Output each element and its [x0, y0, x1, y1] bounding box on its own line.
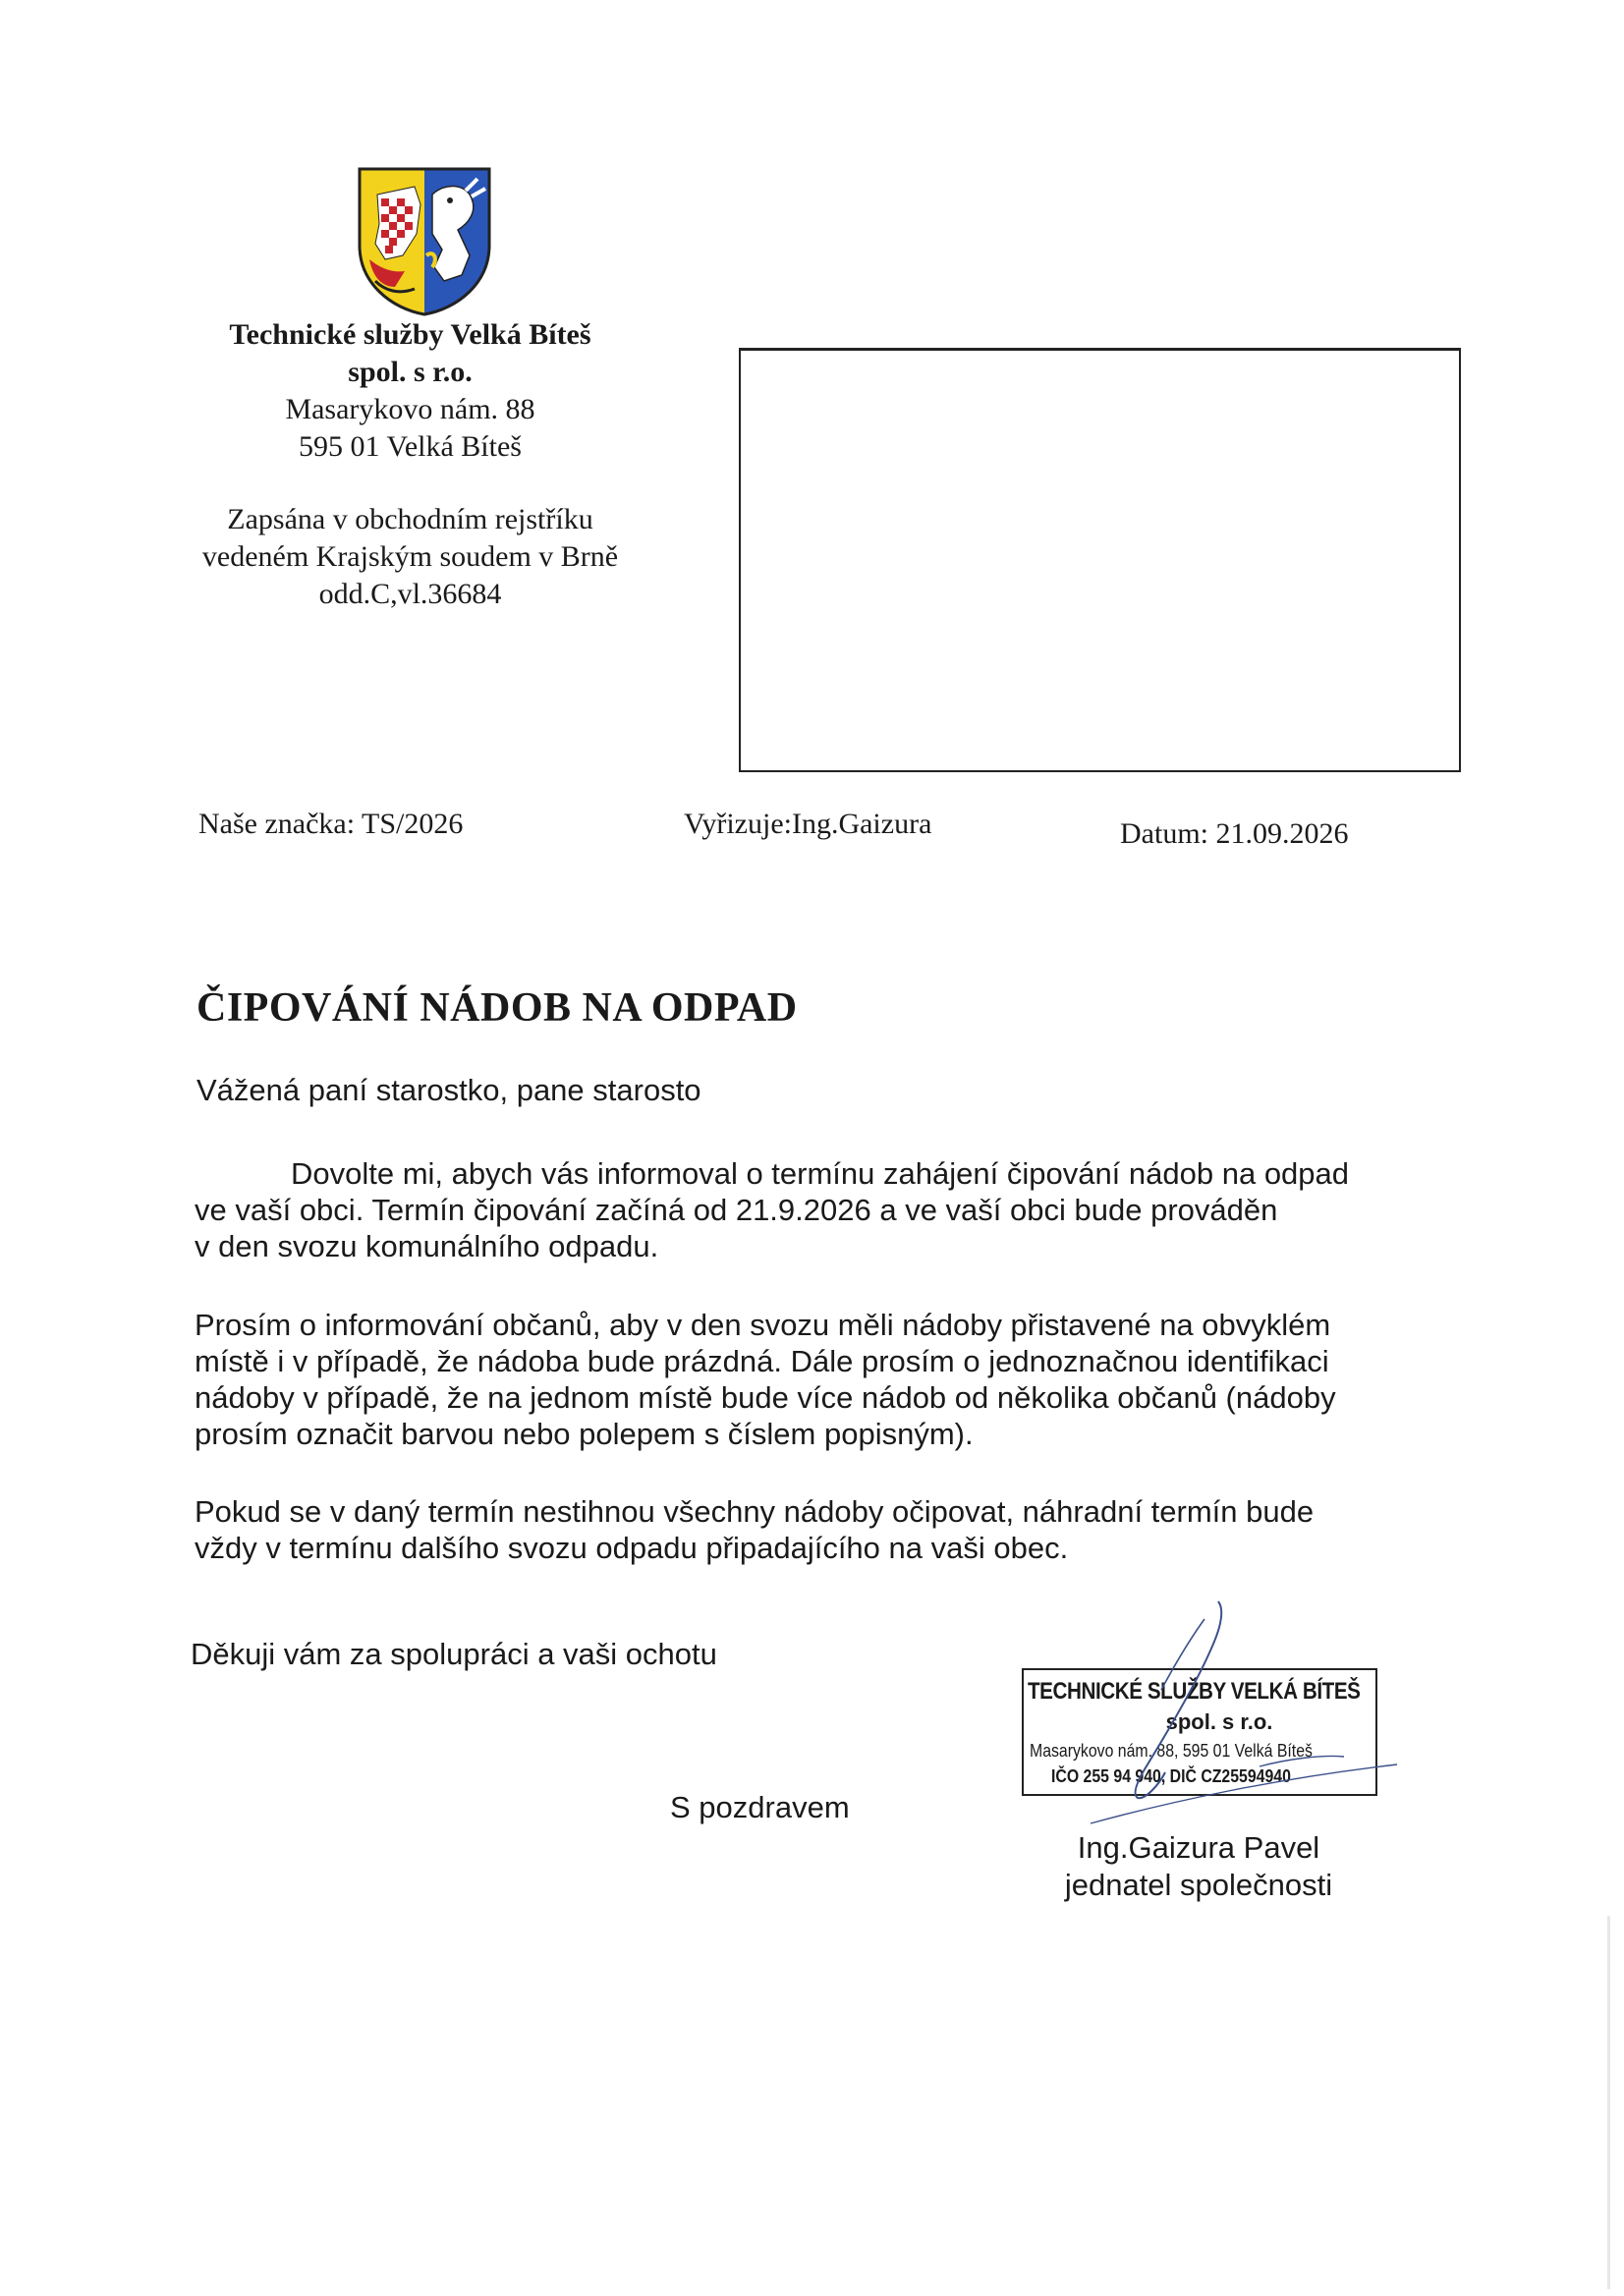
registry-line: vedeném Krajským soudem v Brně [201, 540, 619, 573]
stamp-ids: IČO 255 94 940, DIČ CZ25594940 [1051, 1766, 1291, 1786]
greeting: Vážená paní starostko, pane starosto [196, 1073, 701, 1107]
company-name: Technické služby Velká Bíteš [229, 318, 591, 351]
registry-info [138, 501, 683, 613]
coat-of-arms-icon [356, 165, 493, 317]
scan-edge-line [1607, 1916, 1610, 2289]
paragraph-line: nádoby v případě, že na jednom místě bude více nádob od několika občanů (nádoby [195, 1380, 1336, 1415]
paragraph-line: Pokud se v daný termín nestihnou všechny nádoby očipovat, náhradní termín bude [195, 1494, 1315, 1529]
paragraph-2 [195, 1307, 1442, 1452]
company-street: Masarykovo nám. 88 [285, 393, 535, 425]
paragraph-line: Prosím o informování občanů, aby v den svozu měli nádoby přistavené na obvyklém [195, 1308, 1331, 1342]
paragraph-line: v den svozu komunálního odpadu. [195, 1229, 659, 1263]
regards-line: S pozdravem [670, 1790, 850, 1824]
paragraph-line: prosím označit barvou nebo polepem s číslem popisným). [195, 1417, 974, 1451]
letter-title: ČIPOVÁNÍ NÁDOB NA ODPAD [196, 985, 798, 1031]
company-header [138, 316, 683, 466]
company-legal-form: spol. s r.o. [348, 356, 473, 388]
stamp-address: Masarykovo nám. 88, 595 01 Velká Bíteš [1030, 1741, 1313, 1761]
signer-name: Ing.Gaizura Pavel [1077, 1830, 1320, 1865]
stamp-legal-form: spol. s r.o. [1165, 1709, 1273, 1734]
company-city: 595 01 Velká Bíteš [299, 430, 522, 463]
paragraph-3 [195, 1493, 1442, 1566]
our-reference: Naše značka: TS/2026 [198, 808, 464, 840]
paragraph-line: vždy v termínu dalšího svozu odpadu připadajícího na vaši obec. [195, 1531, 1069, 1565]
paragraph-line: Dovolte mi, abych vás informoval o termínu zahájení čipování nádob na odpad [291, 1156, 1350, 1191]
handled-by: Vyřizuje:Ing.Gaizura [684, 808, 932, 840]
thanks-line: Děkuji vám za spolupráci a vaši ochotu [191, 1637, 717, 1671]
signer-role: jednatel společnosti [1064, 1868, 1333, 1902]
stamp-company-name: TECHNICKÉ SLUŽBY VELKÁ BÍTEŠ [1028, 1678, 1361, 1705]
handwritten-signature [1032, 1592, 1405, 1827]
letter-date: Datum: 21.09.2026 [1120, 817, 1349, 850]
recipient-address-box [739, 348, 1461, 772]
paragraph-line: ve vaší obci. Termín čipování začíná od 21.9.2026 a ve vaší obci bude prováděn [195, 1193, 1278, 1227]
signer-block [1051, 1829, 1346, 1904]
registry-line: odd.C,vl.36684 [318, 578, 502, 610]
paragraph-1 [195, 1155, 1442, 1264]
paragraph-line: místě i v případě, že nádoba bude prázdná. Dále prosím o jednoznačnou identifikaci [195, 1344, 1329, 1378]
registry-line: Zapsána v obchodním rejstříku [227, 503, 593, 535]
